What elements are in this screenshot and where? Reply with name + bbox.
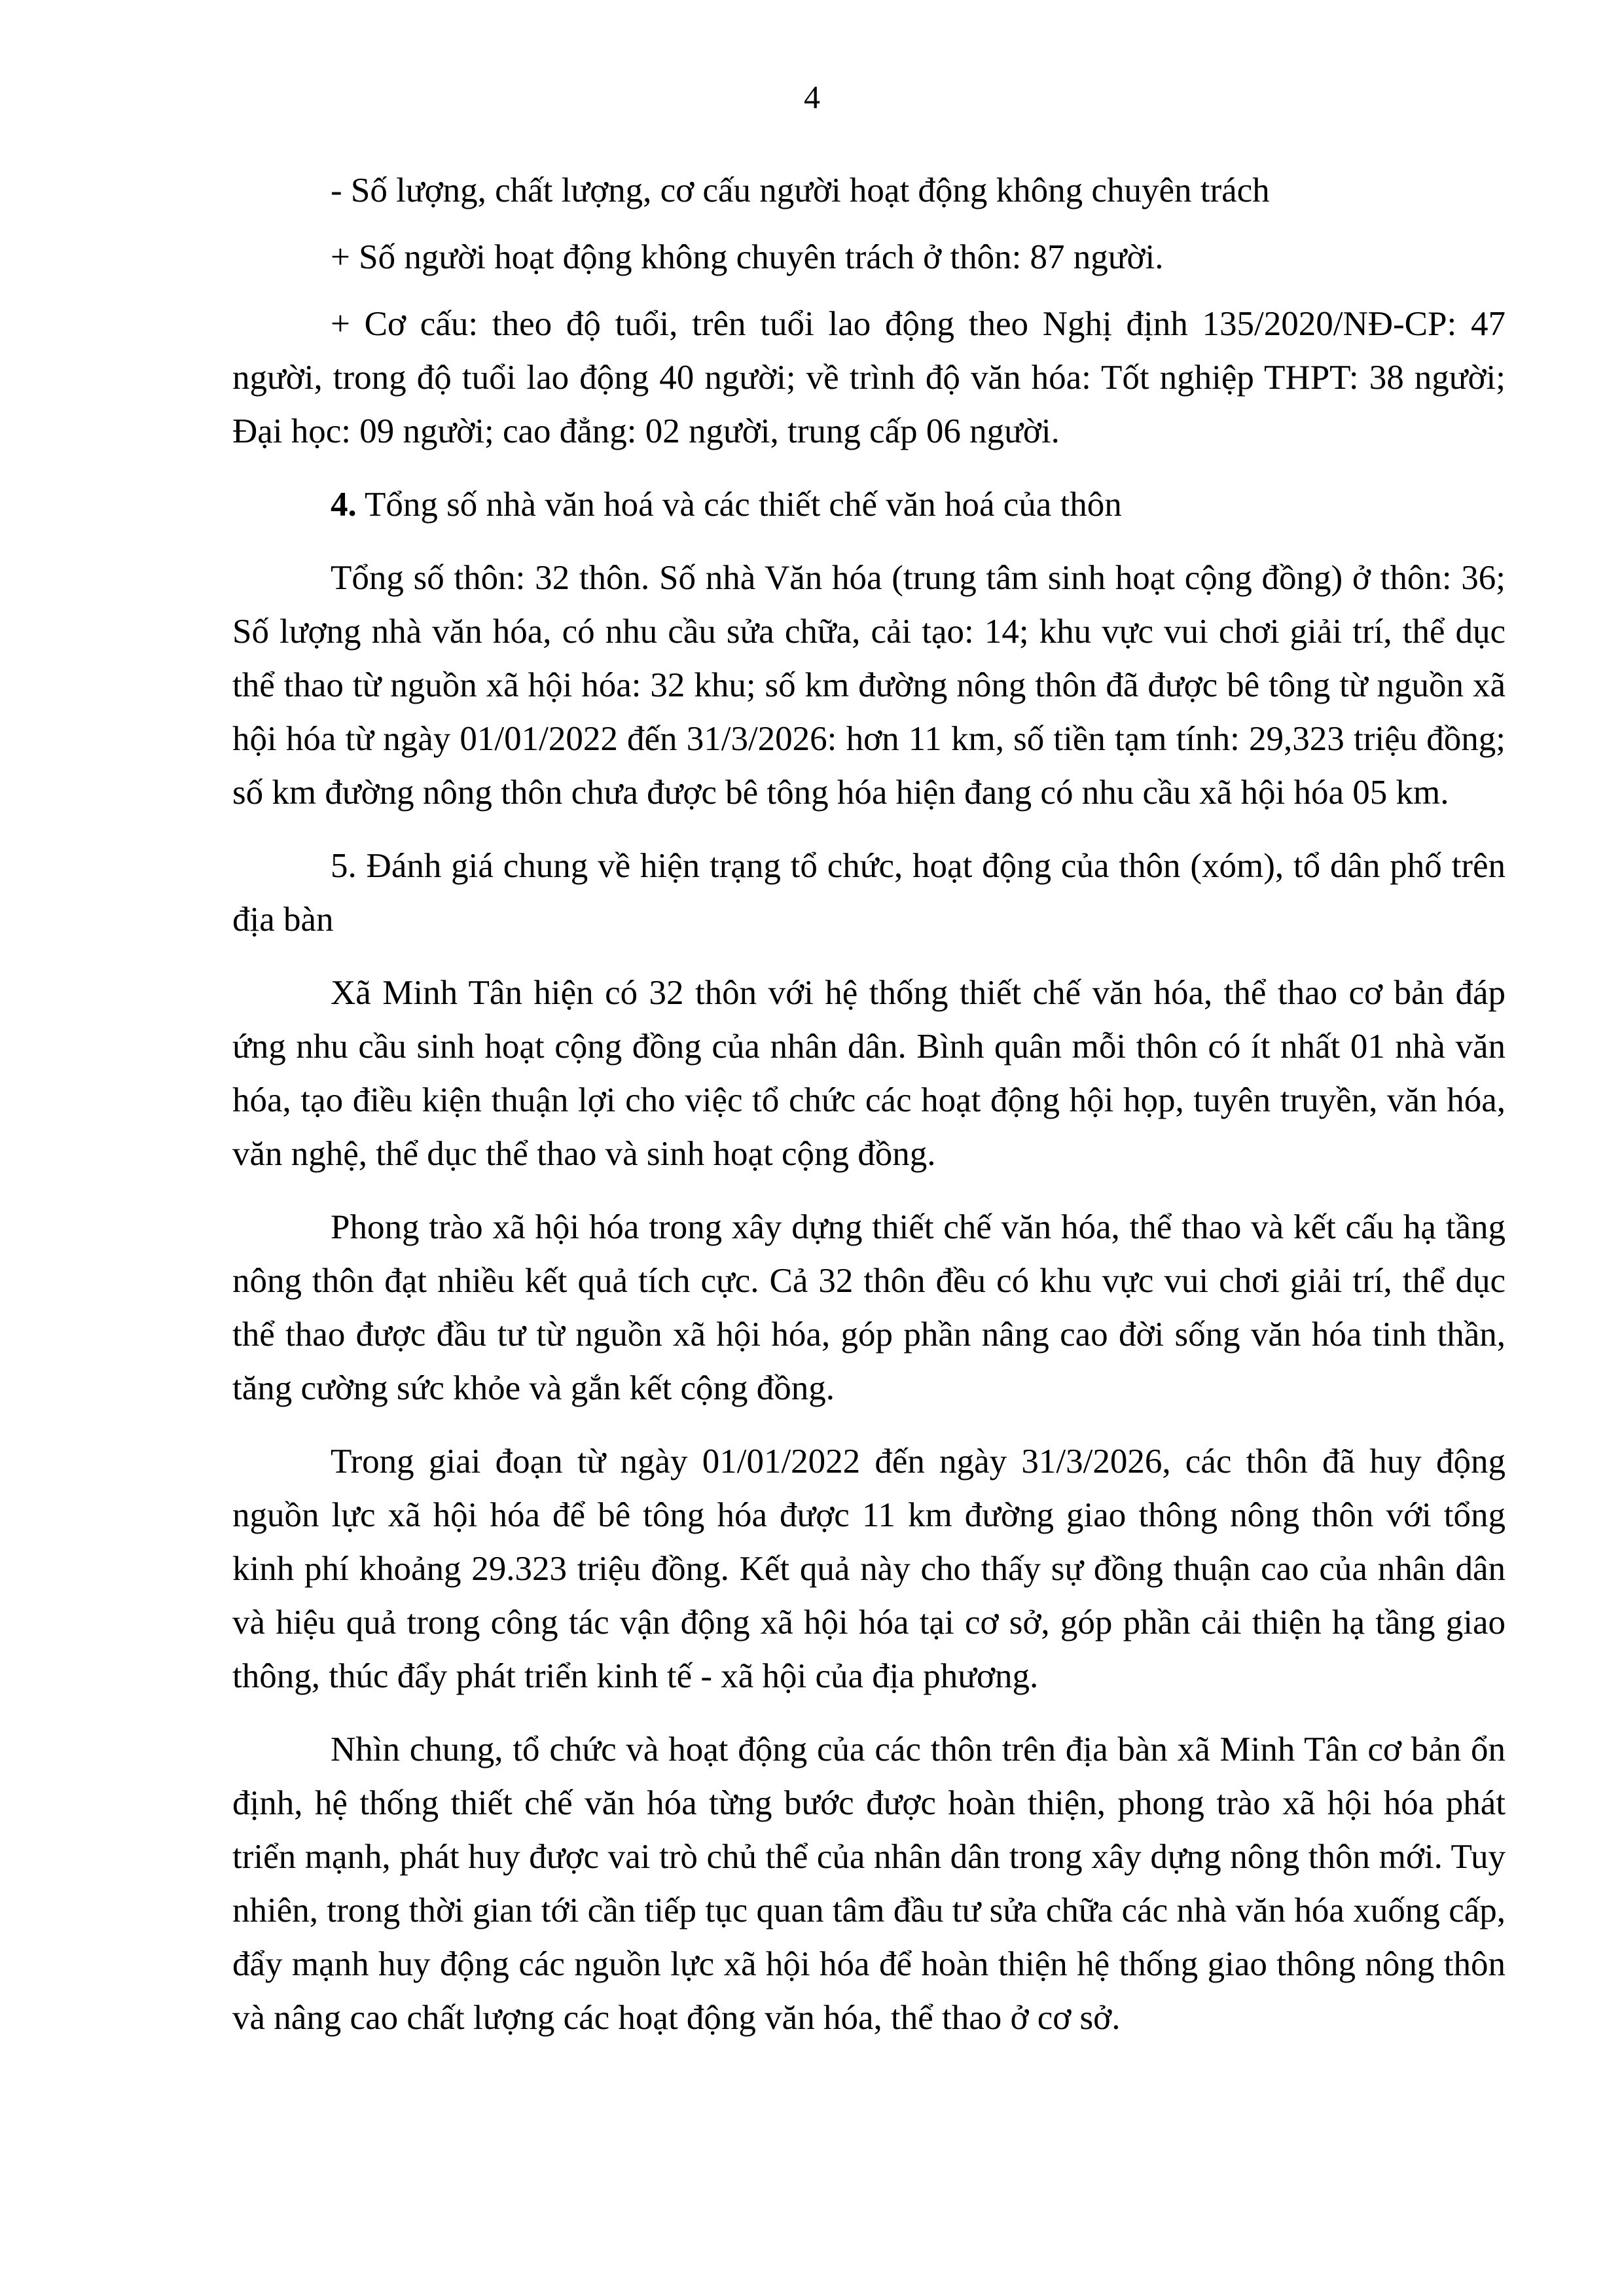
document-body xyxy=(232,164,1506,2064)
paragraph-cultural-houses: Tổng số thôn: 32 thôn. Số nhà Văn hóa (trung tâm sinh hoạt cộng đồng) ở thôn: 36; Số lượng nhà văn hóa, có nhu cầu sửa chữa, cải tạo: 14; khu vực vui chơi giải trí, thể dục thể thao từ nguồn xã hội hóa: 32 khu; số km đường nông thôn đã được bê tông từ nguồn xã hội hóa từ ngày 01/01/2022 đến 31/3/2026: hơn 11 km, số tiền tạm tính: 29,323 triệu đồng; số km đường nông thôn chưa được bê tông hóa hiện đang có nhu cầu xã hội hóa 05 km. xyxy=(232,559,1506,812)
section-4-title: Tổng số nhà văn hoá và các thiết chế văn hoá của thôn xyxy=(365,486,1122,524)
paragraph-socialization: Phong trào xã hội hóa trong xây dựng thiết chế văn hóa, thể thao và kết cấu hạ tầng nông thôn đạt nhiều kết quả tích cực. Cả 32 thôn đều có khu vực vui chơi giải trí, thể dục thể thao được đầu tư từ nguồn xã hội hóa, góp phần nâng cao đời sống văn hóa tinh thần, tăng cường sức khỏe và gắn kết cộng đồng. xyxy=(232,1208,1506,1407)
paragraph-conclusion: Nhìn chung, tổ chức và hoạt động của các thôn trên địa bàn xã Minh Tân cơ bản ổn định, hệ thống thiết chế văn hóa từng bước được hoàn thiện, phong trào xã hội hóa phát triển mạnh, phát huy được vai trò chủ thể của nhân dân trong xây dựng nông thôn mới. Tuy nhiên, trong thời gian tới cần tiếp tục quan tâm đầu tư sửa chữa các nhà văn hóa xuống cấp, đẩy mạnh huy động các nguồn lực xã hội hóa để hoàn thiện hệ thống giao thông nông thôn và nâng cao chất lượng các hoạt động văn hóa, thể thao ở cơ sở. xyxy=(232,1731,1506,2037)
section-heading-4 xyxy=(232,478,1506,531)
paragraph-staff-count: + Số người hoạt động không chuyên trách ở thôn: 87 người. xyxy=(331,238,1164,276)
paragraph-overview: Xã Minh Tân hiện có 32 thôn với hệ thống thiết chế văn hóa, thể thao cơ bản đáp ứng nhu cầu sinh hoạt cộng đồng của nhân dân. Bình quân mỗi thôn có ít nhất 01 nhà văn hóa, tạo điều kiện thuận lợi cho việc tổ chức các hoạt động hội họp, tuyên truyền, văn hóa, văn nghệ, thể dục thể thao và sinh hoạt cộng đồng. xyxy=(232,974,1506,1173)
paragraph-roads: Trong giai đoạn từ ngày 01/01/2022 đến ngày 31/3/2026, các thôn đã huy động nguồn lực xã hội hóa để bê tông hóa được 11 km đường giao thông nông thôn với tổng kinh phí khoảng 29.323 triệu đồng. Kết quả này cho thấy sự đồng thuận cao của nhân dân và hiệu quả trong công tác vận động xã hội hóa tại cơ sở, góp phần cải thiện hạ tầng giao thông, thúc đẩy phát triển kinh tế - xã hội của địa phương. xyxy=(232,1443,1506,1695)
section-heading-5: 5. Đánh giá chung về hiện trạng tổ chức, hoạt động của thôn (xóm), tổ dân phố trên địa bàn xyxy=(232,847,1506,939)
paragraph-staff-structure: + Cơ cấu: theo độ tuổi, trên tuổi lao động theo Nghị định 135/2020/NĐ-CP: 47 người, trong độ tuổi lao động 40 người; về trình độ văn hóa: Tốt nghiệp THPT: 38 người; Đại học: 09 người; cao đẳng: 02 người, trung cấp 06 người. xyxy=(232,305,1506,450)
paragraph-staff-quality: - Số lượng, chất lượng, cơ cấu người hoạt động không chuyên trách xyxy=(331,171,1270,209)
section-4-number: 4. xyxy=(331,486,357,524)
page-number: 4 xyxy=(804,79,820,115)
